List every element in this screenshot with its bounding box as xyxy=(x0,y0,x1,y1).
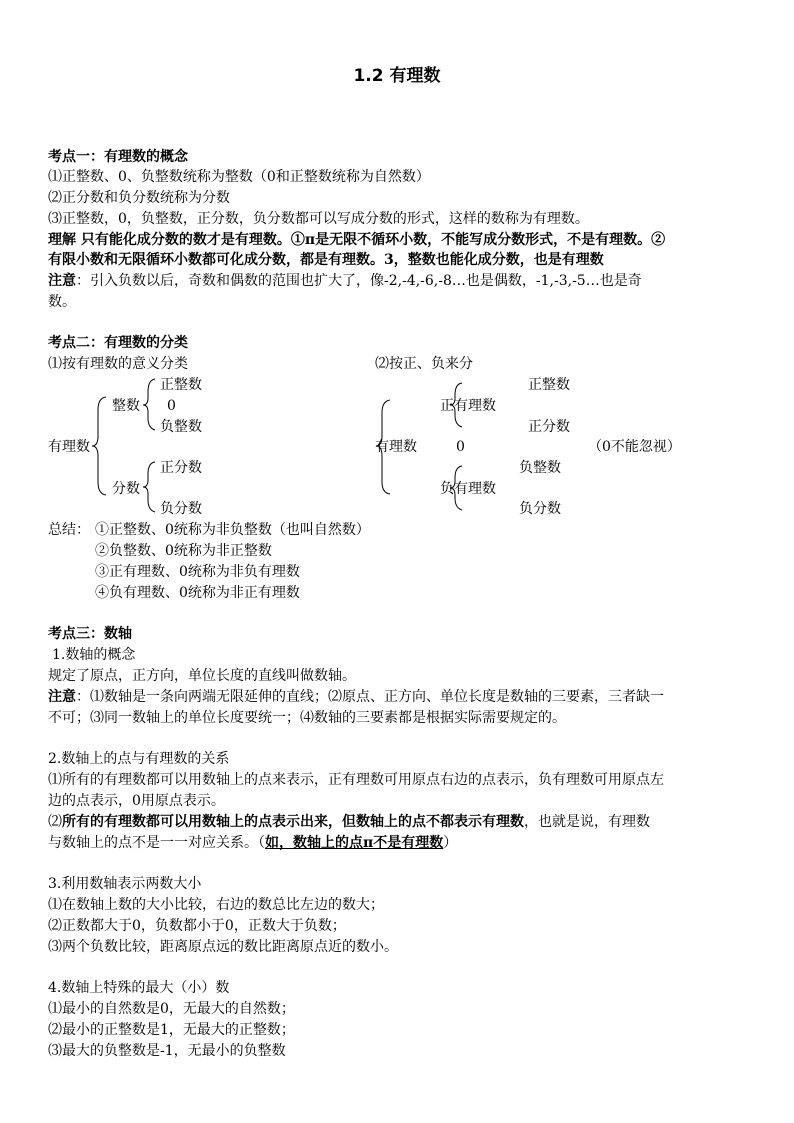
text-line: ⑵正数都大于0，负数都小于0，正数大于负数； xyxy=(48,918,346,934)
tree-node: 0 xyxy=(167,398,176,414)
text-line: ⑶最大的负整数是-1，无最小的负整数 xyxy=(48,1043,286,1059)
summary-item: ②负整数、0统称为非正整数 xyxy=(95,543,272,559)
tree-node: 正整数 xyxy=(528,377,570,393)
text-line: ⑴最小的自然数是0，无最大的自然数； xyxy=(48,1001,295,1017)
emphasis-part: 如，数轴上的点π不是有理数 xyxy=(265,835,444,851)
text-part: ⑵ xyxy=(48,814,62,830)
text-line: 规定了原点，正方向，单位长度的直线叫做数轴。 xyxy=(48,668,356,684)
note-line: 不可；⑶同一数轴上的单位长度要统一；⑷数轴的三要素都是根据实际需要规定的。 xyxy=(48,710,566,726)
tree-node: 正分数 xyxy=(528,419,570,435)
summary-item: ③正有理数、0统称为非负有理数 xyxy=(95,564,300,580)
text-line: ⑵正分数和负分数统称为分数 xyxy=(48,190,230,206)
section-heading: 考点三：数轴 xyxy=(48,626,132,642)
text-line xyxy=(48,834,457,852)
tree-node: 整数 xyxy=(112,398,140,414)
emphasis-part: 所有的有理数都可以用数轴上的点表示出来，但数轴上的点不都表示有理数 xyxy=(62,814,524,830)
emphasis-line: 有限小数和无限循环小数都可化成分数，都是有理数。3，整数也能化成分数，也是有理数 xyxy=(48,252,604,268)
subsection-title: 3.利用数轴表示两数大小 xyxy=(48,876,202,892)
text-line xyxy=(48,813,650,831)
tree-node: 负分数 xyxy=(160,501,202,517)
tree-node: 0 xyxy=(456,439,465,455)
summary-label: 总结： xyxy=(48,522,90,538)
subsection-title: 2.数轴上的点与有理数的关系 xyxy=(48,751,230,767)
text-part: 与数轴上的点不是一一对应关系。（ xyxy=(48,835,265,851)
summary-item: ④负有理数、0统称为非正有理数 xyxy=(95,585,300,601)
tree-node: 负有理数 xyxy=(440,481,496,497)
tree-node: 正整数 xyxy=(160,377,202,393)
tree-node: 负整数 xyxy=(519,460,561,476)
text-line: ⑴所有的有理数都可以用数轴上的点来表示，正有理数可用原点右边的点表示，负有理数可用原点左 xyxy=(48,772,664,788)
tree-node: 有理数 xyxy=(48,439,90,455)
tree-node: 有理数 xyxy=(375,439,417,455)
text-line: ⑶两个负数比较，距离原点远的数比距离原点近的数小。 xyxy=(48,939,398,955)
text-line: ⑴正整数、0、负整数统称为整数（0和正整数统称为自然数） xyxy=(48,169,430,185)
text-line: ⑵最小的正整数是1，无最大的正整数； xyxy=(48,1022,295,1038)
classification-title: ⑴按有理数的意义分类 xyxy=(48,356,188,372)
note-line xyxy=(48,688,664,706)
tree-node: 负分数 xyxy=(519,501,561,517)
subsection-title: 1.数轴的概念 xyxy=(52,647,136,663)
note-text: ：⑴数轴是一条向两端无限延伸的直线；⑵原点、正方向、单位长度是数轴的三要素，三者缺一 xyxy=(76,689,664,705)
subsection-title: 4.数轴上特殊的最大（小）数 xyxy=(48,980,230,996)
tree-node: 正分数 xyxy=(160,460,202,476)
text-line: 边的点表示，0用原点表示。 xyxy=(48,793,225,809)
emphasis-line: 理解 只有能化成分数的数才是有理数。①π是无限不循环小数，不能写成分数形式，不是有理数。② xyxy=(48,232,666,248)
note-line: 数。 xyxy=(48,294,76,310)
classification-title: ⑵按正、负来分 xyxy=(375,356,473,372)
section-heading: 考点一：有理数的概念 xyxy=(48,149,188,165)
text-part: ，也就是说，有理数 xyxy=(524,814,650,830)
page-title: 1.2 有理数 xyxy=(353,66,441,86)
tree-note: （0不能忽视） xyxy=(588,439,681,455)
tree-node: 分数 xyxy=(112,481,140,497)
text-part: ） xyxy=(443,835,458,851)
tree-node: 正有理数 xyxy=(440,398,496,414)
summary-item: ①正整数、0统称为非负整数（也叫自然数） xyxy=(95,522,370,538)
text-line: ⑴在数轴上数的大小比较，右边的数总比左边的数大； xyxy=(48,897,384,913)
section-heading: 考点二：有理数的分类 xyxy=(48,335,188,351)
tree-node: 负整数 xyxy=(160,419,202,435)
note-label: 注意 xyxy=(48,689,76,705)
note-label: 注意 xyxy=(48,273,76,289)
text-line: ⑶正整数，0，负整数，正分数，负分数都可以写成分数的形式，这样的数称为有理数。 xyxy=(48,211,589,227)
note-text: ：引入负数以后，奇数和偶数的范围也扩大了，像-2,-4,-6,-8…也是偶数，-1,-3,-5…也是奇 xyxy=(76,273,642,289)
